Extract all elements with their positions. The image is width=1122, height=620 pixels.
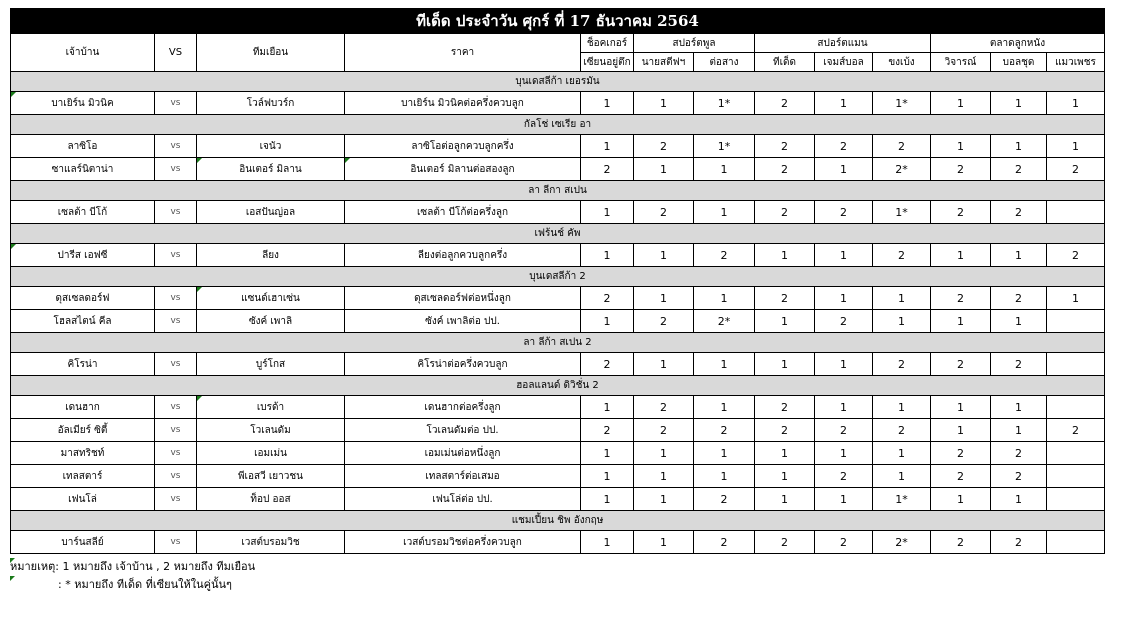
pick-cell: 2 xyxy=(581,158,634,181)
match-row xyxy=(11,353,1105,376)
pick-cell: 2 xyxy=(1047,158,1105,181)
pick-cell: 1 xyxy=(755,244,815,267)
match-row xyxy=(11,287,1105,310)
home-team: คิโรน่า xyxy=(11,353,155,376)
league-name: ลา ลีกา สเปน xyxy=(11,181,1105,201)
league-row xyxy=(11,115,1105,135)
pick-cell: 2 xyxy=(1047,244,1105,267)
pick-cell: 1 xyxy=(581,310,634,333)
league-name: ฮอลแลนด์ ดิวิชั่น 2 xyxy=(11,376,1105,396)
vs-label: vs xyxy=(155,531,197,554)
home-team: เฟนโล่ xyxy=(11,488,155,511)
cell-marker-icon xyxy=(10,576,15,581)
header-expert: ต่อสาง xyxy=(694,53,755,72)
vs-label: vs xyxy=(155,396,197,419)
home-team: เซลต้า บีโก้ xyxy=(11,201,155,224)
pick-cell: 2 xyxy=(634,201,694,224)
vs-label: vs xyxy=(155,488,197,511)
pick-cell: 2* xyxy=(873,158,931,181)
pick-cell: 2 xyxy=(931,442,991,465)
price-line: ลาซิโอต่อลูกควบลูกครึ่ง xyxy=(345,135,581,158)
pick-cell: 1 xyxy=(634,442,694,465)
pick-cell: 1 xyxy=(581,135,634,158)
pick-cell: 2 xyxy=(755,92,815,115)
away-team: โวล์ฟบวร์ก xyxy=(197,92,345,115)
pick-cell: 1* xyxy=(694,135,755,158)
match-row xyxy=(11,244,1105,267)
pick-cell: 2 xyxy=(755,531,815,554)
pick-cell: 1 xyxy=(581,488,634,511)
pick-cell xyxy=(1047,442,1105,465)
page-title: ทีเด็ด ประจำวัน ศุกร์ ที่ 17 ธันวาคม 2564 xyxy=(11,9,1105,34)
league-name: ลา ลีก้า สเปน 2 xyxy=(11,333,1105,353)
league-row xyxy=(11,267,1105,287)
header-expert: วิจารณ์ xyxy=(931,53,991,72)
vs-label: vs xyxy=(155,201,197,224)
league-row xyxy=(11,224,1105,244)
vs-label: vs xyxy=(155,310,197,333)
pick-cell: 1 xyxy=(694,465,755,488)
pick-cell: 1 xyxy=(991,92,1047,115)
pick-cell: 1 xyxy=(694,201,755,224)
pick-cell: 1 xyxy=(815,353,873,376)
pick-cell: 2 xyxy=(991,465,1047,488)
pick-cell: 1 xyxy=(581,396,634,419)
pick-cell: 1 xyxy=(991,135,1047,158)
header-expert: บอลชุด xyxy=(991,53,1047,72)
away-team: ซังค์ เพาลิ xyxy=(197,310,345,333)
pick-cell: 2 xyxy=(634,396,694,419)
pick-cell: 1 xyxy=(634,353,694,376)
pick-cell: 2 xyxy=(991,287,1047,310)
home-team: บาเยิร์น มิวนิค xyxy=(11,92,155,115)
pick-cell: 2 xyxy=(873,244,931,267)
home-team: ปารีส เอฟซี xyxy=(11,244,155,267)
pick-cell: 2 xyxy=(755,419,815,442)
pick-cell: 1 xyxy=(873,287,931,310)
away-team: บูร์โกส xyxy=(197,353,345,376)
pick-cell xyxy=(1047,353,1105,376)
pick-cell: 1 xyxy=(931,135,991,158)
pick-cell: 1 xyxy=(815,92,873,115)
pick-cell: 2 xyxy=(755,396,815,419)
price-line: เวสต์บรอมวิชต่อครึ่งควบลูก xyxy=(345,531,581,554)
header-expert: ทีเด็ด xyxy=(755,53,815,72)
cell-marker-icon xyxy=(10,558,15,563)
pick-cell: 1 xyxy=(634,465,694,488)
home-team: ซาแลร์นิตาน่า xyxy=(11,158,155,181)
pick-cell: 1 xyxy=(873,465,931,488)
pick-cell: 2 xyxy=(991,531,1047,554)
pick-cell: 1 xyxy=(694,287,755,310)
vs-label: vs xyxy=(155,135,197,158)
tips-table xyxy=(10,8,1105,554)
pick-cell: 1 xyxy=(581,244,634,267)
pick-cell: 1 xyxy=(1047,92,1105,115)
price-line: ลียงต่อลูกควบลูกครึ่ง xyxy=(345,244,581,267)
vs-label: vs xyxy=(155,419,197,442)
home-team: มาสทริชท์ xyxy=(11,442,155,465)
away-team: โวเลนดัม xyxy=(197,419,345,442)
league-name: เฟร้นช์ คัพ xyxy=(11,224,1105,244)
pick-cell: 1 xyxy=(991,310,1047,333)
pick-cell: 2 xyxy=(694,419,755,442)
vs-label: vs xyxy=(155,244,197,267)
pick-cell: 2 xyxy=(634,310,694,333)
league-row xyxy=(11,72,1105,92)
pick-cell: 2* xyxy=(694,310,755,333)
header-away: ทีมเยือน xyxy=(197,34,345,72)
away-team: ลียง xyxy=(197,244,345,267)
match-row xyxy=(11,135,1105,158)
pick-cell: 1 xyxy=(694,158,755,181)
pick-cell: 1 xyxy=(931,396,991,419)
pick-cell: 1 xyxy=(931,310,991,333)
away-team: เวสต์บรอมวิช xyxy=(197,531,345,554)
league-name: แชมเปี้ยน ชิพ อังกฤษ xyxy=(11,511,1105,531)
pick-cell: 2 xyxy=(931,158,991,181)
away-team: เอมเม่น xyxy=(197,442,345,465)
match-row xyxy=(11,442,1105,465)
away-team: เบรด้า xyxy=(197,396,345,419)
pick-cell: 1 xyxy=(815,396,873,419)
pick-cell: 1 xyxy=(634,244,694,267)
pick-cell: 1 xyxy=(991,488,1047,511)
header-home: เจ้าบ้าน xyxy=(11,34,155,72)
match-row xyxy=(11,419,1105,442)
vs-label: vs xyxy=(155,158,197,181)
price-line: เดนฮากต่อครึ่งลูก xyxy=(345,396,581,419)
pick-cell: 1 xyxy=(581,531,634,554)
header-expert: แมวเพชร xyxy=(1047,53,1105,72)
pick-cell: 2 xyxy=(815,135,873,158)
pick-cell: 2 xyxy=(581,419,634,442)
pick-cell: 1 xyxy=(634,92,694,115)
pick-cell: 1 xyxy=(755,488,815,511)
home-team: ลาซิโอ xyxy=(11,135,155,158)
pick-cell: 2 xyxy=(873,135,931,158)
match-row xyxy=(11,201,1105,224)
pick-cell: 2 xyxy=(931,201,991,224)
pick-cell: 1 xyxy=(931,488,991,511)
header-vs: VS xyxy=(155,34,197,72)
pick-cell: 1 xyxy=(815,442,873,465)
vs-label: vs xyxy=(155,353,197,376)
league-row xyxy=(11,511,1105,531)
pick-cell: 2 xyxy=(931,531,991,554)
pick-cell: 2 xyxy=(634,419,694,442)
price-line: เทลสตาร์ต่อเสมอ xyxy=(345,465,581,488)
league-row xyxy=(11,376,1105,396)
header-group-shocker: ช็อคเกอร์ xyxy=(581,34,634,53)
home-team: โฮลสไตน์ คีล xyxy=(11,310,155,333)
away-team: ท็อป ออส xyxy=(197,488,345,511)
pick-cell: 1 xyxy=(634,158,694,181)
match-row xyxy=(11,396,1105,419)
pick-cell: 2 xyxy=(931,353,991,376)
pick-cell: 1 xyxy=(755,442,815,465)
pick-cell: 1 xyxy=(694,353,755,376)
pick-cell: 1 xyxy=(755,353,815,376)
pick-cell xyxy=(1047,465,1105,488)
match-row xyxy=(11,310,1105,333)
league-row xyxy=(11,333,1105,353)
pick-cell: 1* xyxy=(694,92,755,115)
price-line: เซลต้า บีโก้ต่อครึ่งลูก xyxy=(345,201,581,224)
pick-cell: 2 xyxy=(991,442,1047,465)
home-team: ดุสเซลดอร์ฟ xyxy=(11,287,155,310)
pick-cell: 2 xyxy=(815,310,873,333)
home-team: เดนฮาก xyxy=(11,396,155,419)
pick-cell xyxy=(1047,310,1105,333)
pick-cell: 2 xyxy=(581,353,634,376)
pick-cell: 1 xyxy=(581,92,634,115)
price-line: ดุสเซลดอร์ฟต่อหนึ่งลูก xyxy=(345,287,581,310)
pick-cell: 2 xyxy=(755,135,815,158)
home-team: เทลสตาร์ xyxy=(11,465,155,488)
pick-cell: 1 xyxy=(931,244,991,267)
price-line: ซังค์ เพาลิต่อ ปป. xyxy=(345,310,581,333)
header-expert: เจมส์บอล xyxy=(815,53,873,72)
pick-cell: 2 xyxy=(694,488,755,511)
header-expert: เซียนอยู่ตึก xyxy=(581,53,634,72)
match-row xyxy=(11,531,1105,554)
pick-cell: 2 xyxy=(873,419,931,442)
pick-cell: 1 xyxy=(931,92,991,115)
league-name: บุนเดสลีก้า 2 xyxy=(11,267,1105,287)
vs-label: vs xyxy=(155,92,197,115)
pick-cell: 1 xyxy=(873,442,931,465)
pick-cell: 1 xyxy=(755,310,815,333)
price-line: คิโรน่าต่อครึ่งควบลูก xyxy=(345,353,581,376)
pick-cell: 1 xyxy=(634,287,694,310)
pick-cell: 1 xyxy=(873,310,931,333)
pick-cell: 2 xyxy=(755,201,815,224)
pick-cell: 1 xyxy=(1047,135,1105,158)
pick-cell: 1 xyxy=(634,488,694,511)
match-row xyxy=(11,488,1105,511)
pick-cell: 2 xyxy=(755,158,815,181)
price-line: โวเลนดัมต่อ ปป. xyxy=(345,419,581,442)
pick-cell: 1 xyxy=(815,244,873,267)
pick-cell: 2 xyxy=(931,465,991,488)
header-expert: นายสตีฟฯ xyxy=(634,53,694,72)
vs-label: vs xyxy=(155,287,197,310)
pick-cell: 1 xyxy=(581,465,634,488)
pick-cell: 2 xyxy=(755,287,815,310)
pick-cell: 1 xyxy=(991,396,1047,419)
pick-cell: 2 xyxy=(931,287,991,310)
price-line: เฟนโล่ต่อ ปป. xyxy=(345,488,581,511)
home-team: อัลเมียร์ ซิตี้ xyxy=(11,419,155,442)
pick-cell: 2 xyxy=(1047,419,1105,442)
away-team: พีเอสวี เยาวชน xyxy=(197,465,345,488)
pick-cell: 1 xyxy=(815,488,873,511)
pick-cell: 1 xyxy=(1047,287,1105,310)
header-expert: ขงเบ้ง xyxy=(873,53,931,72)
pick-cell: 1 xyxy=(991,419,1047,442)
pick-cell: 2 xyxy=(694,531,755,554)
vs-label: vs xyxy=(155,442,197,465)
pick-cell: 2* xyxy=(873,531,931,554)
header-price: ราคา xyxy=(345,34,581,72)
price-line: บาเยิร์น มิวนิคต่อครึ่งควบลูก xyxy=(345,92,581,115)
pick-cell: 1 xyxy=(694,442,755,465)
pick-cell: 2 xyxy=(815,531,873,554)
header-group-sportpool: สปอร์ตพูล xyxy=(634,34,755,53)
pick-cell: 1 xyxy=(581,201,634,224)
pick-cell xyxy=(1047,201,1105,224)
league-name: กัลโช่ เซเรีย อา xyxy=(11,115,1105,135)
price-line: เอมเม่นต่อหนึ่งลูก xyxy=(345,442,581,465)
match-row xyxy=(11,465,1105,488)
away-team: อินเตอร์ มิลาน xyxy=(197,158,345,181)
note-text: หมายเหตุ: 1 หมายถึง เจ้าบ้าน , 2 หมายถึง ทีมเยือน xyxy=(10,560,256,573)
pick-cell xyxy=(1047,531,1105,554)
pick-cell: 2 xyxy=(815,419,873,442)
pick-cell: 1 xyxy=(815,158,873,181)
pick-cell: 1* xyxy=(873,92,931,115)
notes xyxy=(10,558,255,594)
pick-cell: 1* xyxy=(873,201,931,224)
away-team: เอสปันญ่อล xyxy=(197,201,345,224)
pick-cell: 2 xyxy=(991,201,1047,224)
pick-cell: 1 xyxy=(581,442,634,465)
pick-cell: 2 xyxy=(581,287,634,310)
pick-cell: 2 xyxy=(634,135,694,158)
pick-cell: 1 xyxy=(931,419,991,442)
pick-cell: 2 xyxy=(873,353,931,376)
league-name: บุนเดสลีก้า เยอรมัน xyxy=(11,72,1105,92)
pick-cell: 1 xyxy=(634,531,694,554)
pick-cell: 1* xyxy=(873,488,931,511)
pick-cell: 2 xyxy=(694,244,755,267)
pick-cell: 1 xyxy=(873,396,931,419)
note-text: : * หมายถึง ทีเด็ด ที่เซียนให้ในคู่นั้นๆ xyxy=(58,578,232,591)
note-line-1 xyxy=(10,558,255,576)
pick-cell xyxy=(1047,396,1105,419)
header-group-sportman: สปอร์ตแมน xyxy=(755,34,931,53)
vs-label: vs xyxy=(155,465,197,488)
pick-cell: 2 xyxy=(815,465,873,488)
pick-cell: 2 xyxy=(991,158,1047,181)
league-row xyxy=(11,181,1105,201)
away-team: แซนด์เฮาเซ่น xyxy=(197,287,345,310)
pick-cell: 2 xyxy=(991,353,1047,376)
note-line-2 xyxy=(10,576,255,594)
price-line: อินเตอร์ มิลานต่อสองลูก xyxy=(345,158,581,181)
pick-cell: 2 xyxy=(815,201,873,224)
home-team: บาร์นสลีย์ xyxy=(11,531,155,554)
pick-cell: 1 xyxy=(694,396,755,419)
header-group-talad: ตลาดลูกหนัง xyxy=(931,34,1105,53)
pick-cell xyxy=(1047,488,1105,511)
pick-cell: 1 xyxy=(991,244,1047,267)
match-row xyxy=(11,158,1105,181)
pick-cell: 1 xyxy=(815,287,873,310)
pick-cell: 1 xyxy=(755,465,815,488)
away-team: เจนัว xyxy=(197,135,345,158)
match-row xyxy=(11,92,1105,115)
